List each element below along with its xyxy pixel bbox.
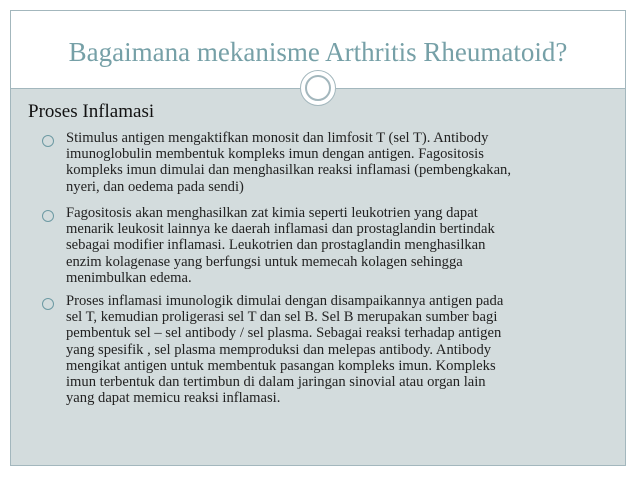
bullet-line: nyeri, dan oedema pada sendi)	[66, 178, 244, 195]
bullet-paragraph-1	[66, 130, 622, 195]
title-divider-right	[336, 88, 625, 89]
hollow-circle-bullet-icon	[42, 210, 54, 222]
title-divider-left	[11, 88, 300, 89]
double-ring-badge-icon	[300, 70, 336, 106]
hollow-circle-bullet-icon	[42, 135, 54, 147]
bullet-line: imun terbentuk dan tertimbun di dalam jaringan sinovial atau organ lain	[66, 374, 486, 391]
bullet-line: menarik leukosit lainnya ke daerah inflamasi dan prostaglandin bertindak	[66, 221, 495, 238]
bullet-line: enzim kolagenase yang berfungsi untuk memecah kolagen sehingga	[66, 253, 463, 270]
bullet-line: Fagositosis akan menghasilkan zat kimia seperti leukotrien yang dapat	[66, 205, 478, 221]
bullet-line: sebagai modifier inflamasi. Leukotrien dan prostaglandin menghasilkan	[66, 237, 486, 254]
bullet-line: kompleks imun dimulai dan menghasilkan reaksi inflamasi (pembengkakan,	[66, 162, 512, 179]
slide-title: Bagaimana mekanisme Arthritis Rheumatoid?	[68, 37, 568, 67]
bullet-line: pembentuk sel – sel antibody / sel plasma. Sebagai reaksi terhadap antigen	[66, 325, 502, 342]
bullet-line: sel T, kemudian proligerasi sel T dan sel B. Sel B merupakan sumber bagi	[66, 309, 498, 326]
bullet-paragraph-2	[66, 205, 622, 286]
badge-inner-ring	[305, 75, 331, 101]
section-heading: Proses Inflamasi	[28, 101, 155, 122]
bullet-line: imunoglobulin membentuk kompleks imun dengan antigen. Fagositosis	[66, 146, 484, 163]
bullet-line: yang spesifik , sel plasma memproduksi dan melepas antibody. Antibody	[66, 341, 492, 358]
bullet-paragraph-3	[66, 293, 622, 406]
bullet-line: mengikat antigen untuk membentuk pasangan kompleks imun. Kompleks	[66, 357, 496, 374]
hollow-circle-bullet-icon	[42, 298, 54, 310]
bullet-line: menimbulkan edema.	[66, 269, 192, 286]
bullet-line: Stimulus antigen mengaktifkan monosit dan limfosit T (sel T). Antibody	[66, 130, 489, 146]
bullet-line: yang dapat memicu reaksi inflamasi.	[66, 390, 281, 407]
bullet-line: Proses inflamasi imunologik dimulai dengan disampaikannya antigen pada	[66, 293, 504, 309]
